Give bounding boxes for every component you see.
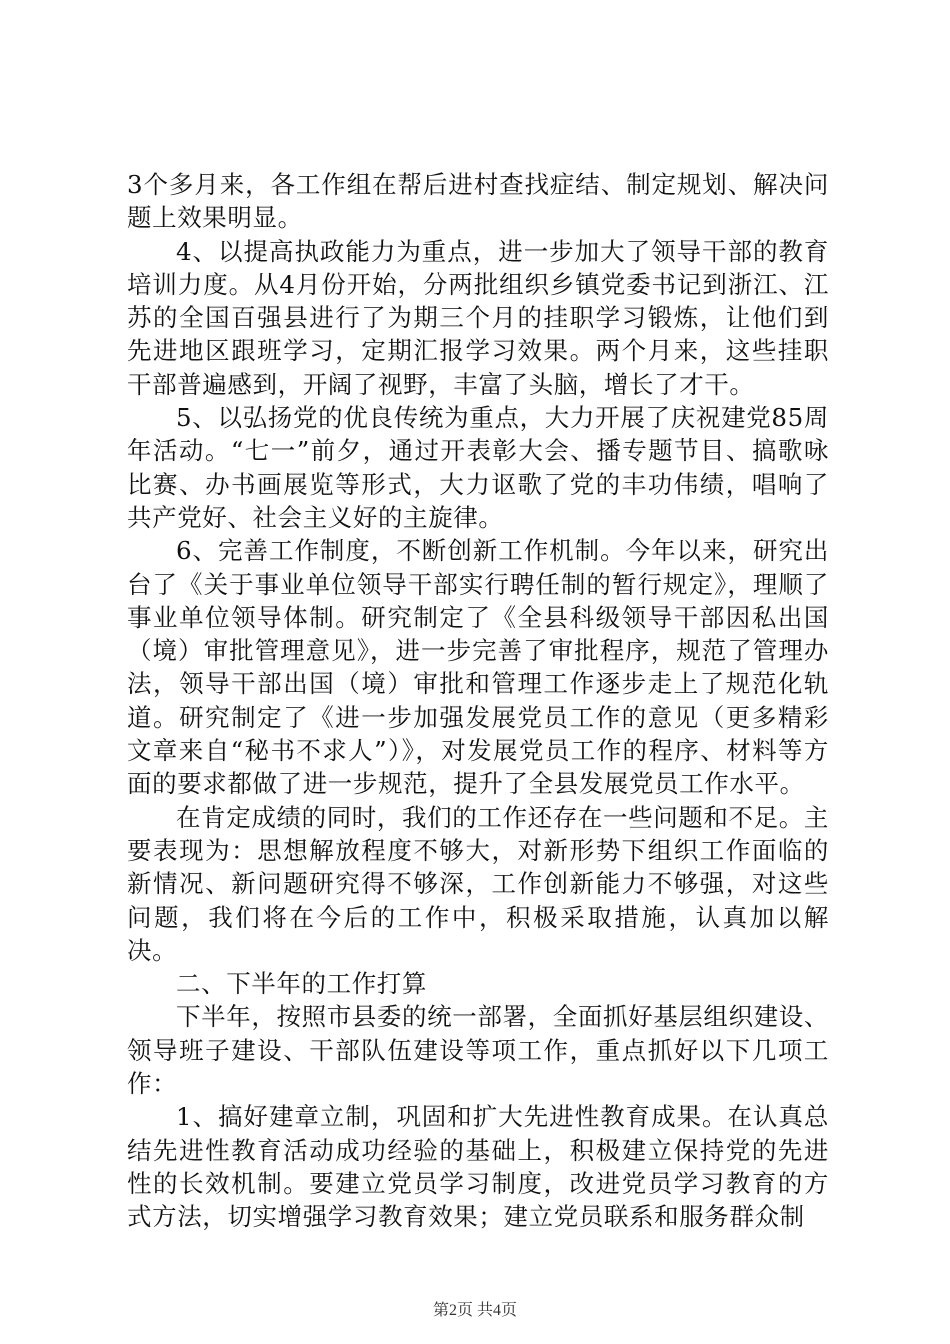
paragraph: 3个多月来，各工作组在帮后进村查找症结、制定规划、解决问题上效果明显。 bbox=[127, 170, 829, 233]
page-footer: 第2页 共4页 bbox=[432, 1302, 517, 1319]
paragraph: 1、搞好建章立制，巩固和扩大先进性教育成果。在认真总结先进性教育活动成功经验的基础上，积极建立保持党的先进性的长效机制。要建立党员学习制度，改进党员学习教育的方式方法，切实增强学习教育效果；建立党员联系和服务群众制 bbox=[127, 1102, 829, 1232]
paragraph: 下半年，按照市县委的统一部署，全面抓好基层组织建设、领导班子建设、干部队伍建设等项工作，重点抓好以下几项工作： bbox=[127, 1002, 829, 1099]
section-heading: 二、下半年的工作打算 bbox=[176, 969, 427, 999]
paragraph: 4、以提高执政能力为重点，进一步加大了领导干部的教育培训力度。从4月份开始，分两批组织乡镇党委书记到浙江、江苏的全国百强县进行了为期三个月的挂职学习锻炼，让他们到先进地区跟班学习，定期汇报学习效果。两个月来，这些挂职干部普遍感到，开阔了视野，丰富了头脑，增长了才干。 bbox=[127, 236, 829, 399]
paragraph: 5、以弘扬党的优良传统为重点，大力开展了庆祝建党85周年活动。“七一”前夕，通过开表彰大会、播专题节目、搞歌咏比赛、办书画展览等形式，大力讴歌了党的丰功伟绩，唱响了共产党好、社会主义好的主旋律。 bbox=[127, 403, 829, 532]
paragraph: 6、完善工作制度，不断创新工作机制。今年以来，研究出台了《关于事业单位领导干部实行聘任制的暂行规定》，理顺了事业单位领导体制。研究制定了《全县科级领导干部因私出国（境）审批管理意见》，进一步完善了审批程序，规范了管理办法，领导干部出国（境）审批和管理工作逐步走上了规范化轨道。研究制定了《进一步加强发展党员工作的意见（更多精彩文章来自“秘书不求人”）》，对发展党员工作的程序、材料等方面的要求都做了进一步规范，提升了全县发展党员工作水平。 bbox=[127, 536, 829, 799]
paragraph: 在肯定成绩的同时，我们的工作还存在一些问题和不足。主要表现为：思想解放程度不够大，对新形势下组织工作面临的新情况、新问题研究得不够深，工作创新能力不够强，对这些问题，我们将在今后的工作中，积极采取措施，认真加以解决。 bbox=[127, 802, 829, 965]
document-body bbox=[127, 168, 829, 1234]
